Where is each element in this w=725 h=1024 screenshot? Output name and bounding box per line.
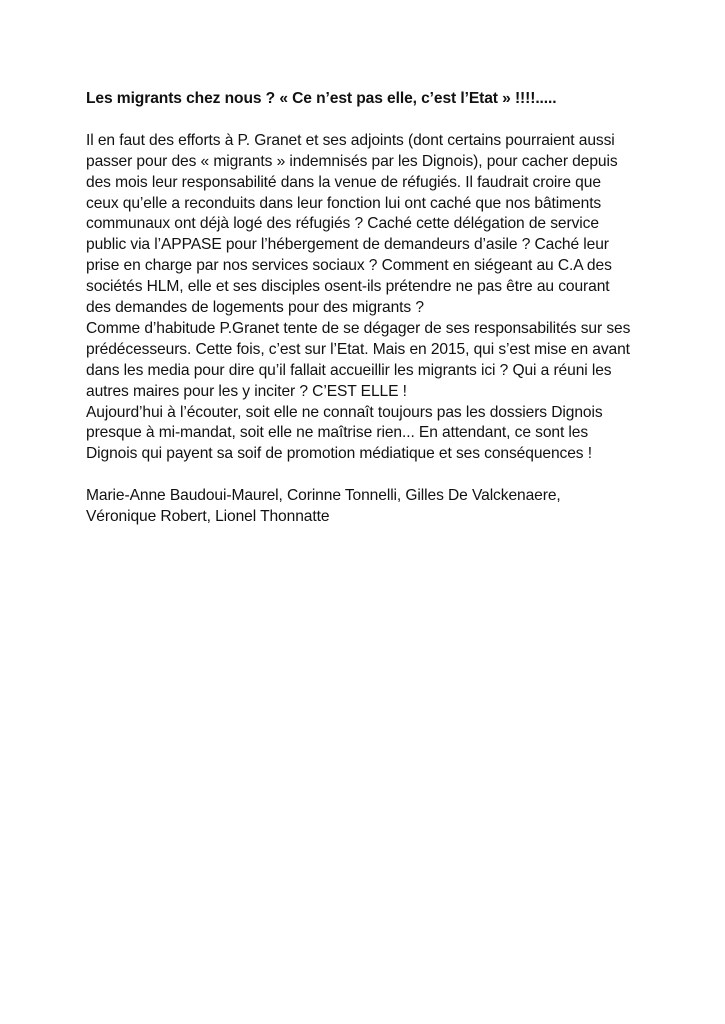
body-line: passer pour des « migrants » indemnisés par les Dignois), pour cacher depuis <box>86 152 618 170</box>
body-line: Dignois qui payent sa soif de promotion médiatique et ses conséquences ! <box>86 445 592 463</box>
body-line: presque à mi-mandat, soit elle ne maîtrise rien... En attendant, ce sont les <box>86 424 589 442</box>
signatures <box>86 486 642 528</box>
body-line: Comme d’habitude P.Granet tente de se dégager de ses responsabilités sur ses <box>86 319 631 337</box>
body-line: sociétés HLM, elle et ses disciples osent-ils prétendre ne pas être au courant <box>86 278 610 296</box>
body-line: autres maires pour les y inciter ? C’EST ELLE ! <box>86 382 407 400</box>
spacer <box>86 465 642 486</box>
document-content <box>86 89 642 528</box>
body-line: Aujourd’hui à l’écouter, soit elle ne connaît toujours pas les dossiers Dignois <box>86 403 603 421</box>
body-line: des demandes de logements pour des migrants ? <box>86 299 424 317</box>
body-line: dans les media pour dire qu’il fallait accueillir les migrants ici ? Qui a réuni les <box>86 361 612 379</box>
body-line: public via l’APPASE pour l’hébergement de demandeurs d’asile ? Caché leur <box>86 236 609 254</box>
body-line: Il en faut des efforts à P. Granet et ses adjoints (dont certains pourraient aussi <box>86 131 615 149</box>
document-title: Les migrants chez nous ? « Ce n’est pas elle, c’est l’Etat » !!!!..... <box>86 90 557 107</box>
body-line: des mois leur responsabilité dans la venue de réfugiés. Il faudrait croire que <box>86 173 601 191</box>
body-line: ceux qu’elle a reconduits dans leur fonction lui ont caché que nos bâtiments <box>86 194 602 212</box>
body-line: prise en charge par nos services sociaux ? Comment en siégeant au C.A des <box>86 257 612 275</box>
body-line: prédécesseurs. Cette fois, c’est sur l’Etat. Mais en 2015, qui s’est mise en avant <box>86 340 630 358</box>
signature-line: Véronique Robert, Lionel Thonnatte <box>86 508 330 526</box>
body-text <box>86 131 642 466</box>
body-line: communaux ont déjà logé des réfugiés ? Caché cette délégation de service <box>86 215 599 233</box>
signature-line: Marie-Anne Baudoui-Maurel, Corinne Tonnelli, Gilles De Valckenaere, <box>86 487 561 505</box>
spacer <box>86 110 642 131</box>
